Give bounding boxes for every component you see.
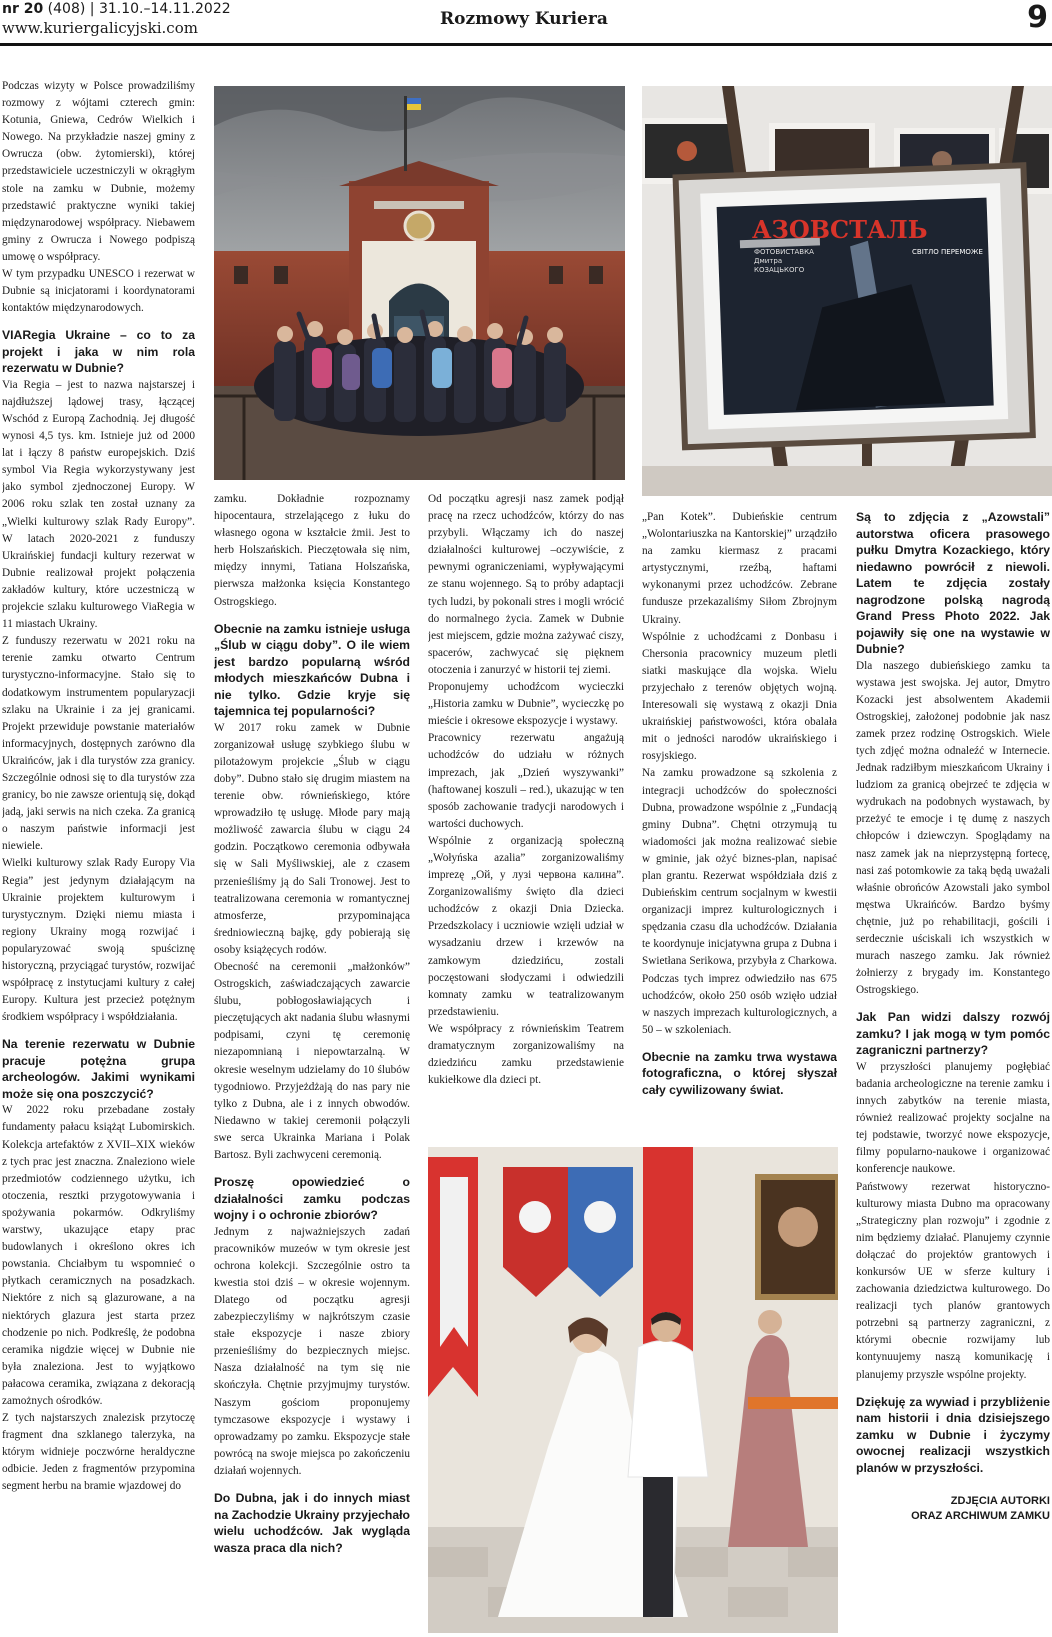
photo-credits bbox=[856, 1494, 1050, 1524]
answer-future: W przyszłości planujemy pogłębiać badania archeologiczne na terenie zamku i innych zabytków na terenie miasta, również realizować projekty socjalne na tej podstawie, tworzyć nowe ekspozycje, filmy popularno-naukowe i organizować konferencje naukowe. bbox=[856, 1060, 1050, 1176]
azovstal-exhibition-photo bbox=[642, 86, 1052, 496]
column-3 bbox=[428, 491, 624, 1141]
wedding-illustration bbox=[428, 1147, 838, 1633]
answer-viaregia-3: Wielki kulturowy szlak Rady Europy Via Regia” jest jedynym działającym na Ukrainie projektem kulturowym i turystycznym. Dzięki niemu miasta i regiony Ukrainy mogą rozwijać i popularyzować swoją spuściznę historyczną, przyciągać turystów, rozwijać współpracę z instytucjami kultury z całej Europy. Kultura jest przecież potężnym środkiem współpracy i współdziałania. bbox=[2, 857, 195, 1024]
website-url: www.kuriergalicyjski.com bbox=[2, 19, 198, 37]
answer-wedding-2: Obecność na ceremonii „małżonków” Ostrogskich, zaświadczających zawarcie ślubu, pobłogosławiających i pieczętujących akt nadania ślubu własnymi podpisami, czyni tę ceremonię niezapomnianą i niepowtarzalną. W okresie weselnym udzielamy do 10 ślubów tygodniowo. Przyjeżdżają do nas pary nie tylko z Dubna, ale i z innych obwodów. Niedawno w takiej ceremonii połączyli swe serca Ukrainka Mariana i Polak Bartosz. Byli zachwyceni ceremonią. bbox=[214, 960, 410, 1161]
question-wedding: Obecnie na zamku istnieje usługa „Ślub w ciągu doby”. O ile wiem jest bardzo popularną wśród młodych mieszkańców Dubna i nie tylko. Gdzie kryje się tajemnica tej popularności? bbox=[214, 621, 410, 719]
castle-group-photo bbox=[214, 86, 625, 480]
question-exhibition: Obecnie na zamku trwa wystawa fotograficzna, o której słyszał cały cywilizowany świat. bbox=[642, 1049, 837, 1097]
column-2 bbox=[214, 491, 410, 1633]
column-1 bbox=[2, 78, 195, 1633]
question-future: Jak Pan widzi dalszy rozwój zamku? I jak mogą w tym pomóc zagraniczni partnerzy? bbox=[856, 1010, 1050, 1058]
answer-war: Jednym z najważniejszych zadań pracowników muzeów w tym okresie jest ochrona kolekcji. Szczególnie ostro ta kwestia stoi dziś – w okresie wojennym. Dlatego od początku agresji zabezpieczyliśmy w najkrótszym czasie stałe ekspozycje i nasze zbiory przenieśliśmy do bezpiecznych miejsc. Nasza działalność na tym się nie skończyła. Chętnie przyjmujmy turystów. Naszym gościom proponujemy tymczasowe ekspozycje i wystawy i oprowadzamy po zamku. Ekspozycje stałe powrócą na swoje miejsca po zakończeniu działań wojennych. bbox=[214, 1225, 410, 1477]
answer-viaregia: Via Regia – jest to nazwa najstarszej i najdłuższej lądowej trasy, łączącej Wschód z Europą Zachodnią. Jej długość wynosi 4,5 tys. km. Istnieje już od 2000 lat i łączy 8 państw europejskich. Dziś symbol Via Regia wykorzystywany jest jako symbol zjednoczonej Europy. W 2006 roku szlak ten został uznany za „Wielki kulturowy szlak Rady Europy”. W latach 2020-2021 z funduszy Ukraińskiej fundacji kultury rezerwat w Dubnie realizował projekt połączenia zakładów kultury, które uczestniczą w projekcie szlaku kulturowego ViaRegia w 11 miastach Ukrainy. bbox=[2, 378, 195, 631]
question-war: Proszę opowiedzieć o działalności zamku podczas wojny i o ochronie zbiorów? bbox=[214, 1175, 410, 1223]
issue-info: nr 20 (408) | 31.10.–14.11.2022 bbox=[2, 1, 231, 17]
page-number: 9 bbox=[1027, 0, 1048, 35]
exhibit-sub3: КОЗАЦЬКОГО bbox=[754, 266, 805, 274]
answer-refugees: Od początku agresji nasz zamek podjął pracę na rzecz uchodźców, którzy do nas przybyli. Włączamy ich do naszej działalności kulturowej –oczywiście, z pewnymi ograniczeniami, wypływającymi ze stanu wojennego. Są to próby adaptacji tych ludzi, by pokonali stres i mogli wrócić do normalnego życia. Zamek w Dubnie jest miejscem, gdzie można zażywać ciszy, spacerów, zachwycać się pięknem otoczenia i zanurzyć w historii tej ziemi. bbox=[428, 493, 624, 676]
answer-exhibition: Dla naszego dubieńskiego zamku ta wystawa jest swojska. Jej autor, Dmytro Kozacki jest absolwentem Akademii Ostrogskiej, założonej podobnie jak nasz zamek przez rodzinę Ostrogskich. Wiele tych zdjęć można odnaleźć w Internecie. Jednak radziłbym mieszkańcom Ukrainy i ludziom za granicą obejrzeć te zdjęcia w wydrukach na podobnych wystawach, by przeżyć te emocje i tę dumę z naszych chłopców i dziewczyn. Spoglądamy na nasz zamek jak na nieprzystępną fortecę, nasi zaś potomkowie za taką będą uważali właśnie obrońców Azowstali jako symbol męstwa Ukraińców. Bardzo byśmy chętnie, już po rehabilitacji, gościli i serdecznie uściskali ich wszystkich w murach naszego zamku. Jak również żołnierzy z brygady im. Konstantego Ostrogskiego. bbox=[856, 659, 1050, 997]
answer-future-2: Państwowy rezerwat historyczno-kulturowy miasta Dubno ma opracowany „Strategiczny plan rozwoju” i zgodnie z nim będziemy działać. Planujemy czynnie dołączać do projektów grantowych i konkursów UE w sferze kultury i zachowania dziedzictwa kulturowego. Do realizacji tych planów grantowych potrzebni są partnerzy zagraniczni, z którymi obecnie rozwijamy lub kontynuujemy naszą komunikację i planujemy przyszłe wspólne projekty. bbox=[856, 1180, 1050, 1381]
exhibition-illustration bbox=[642, 86, 1052, 496]
question-refugees: Do Dubna, jak i do innych miast na Zachodzie Ukrainy przyjechało wielu uchodźców. Jak wygląda wasza praca dla nich? bbox=[214, 1491, 410, 1555]
column-5 bbox=[856, 509, 1050, 1633]
answer-refugees-3: Pracownicy rezerwatu angażują uchodźców do udziału w różnych imprezach, jak „Dzień wyszywanki” (haftowanej koszuli – red.), ukazując w ten sposób zachowanie tradycji narodowych i wartości duchowych. bbox=[428, 732, 624, 830]
answer-archaeology-3: zamku. Dokładnie rozpoznamy hipocentaura, strzelającego z łuku do własnego ogona w kształcie żmii. Jest to herb Holszańskich. Pieczętowała się nim, między innymi, Tatiana Holszańska, pierwsza małżonka księcia Konstantego Ostrogskiego. bbox=[214, 493, 410, 608]
exhibit-sub1: ФОТОВИСТАВКА bbox=[754, 248, 814, 256]
exhibit-tag: СВІТЛО ПЕРЕМОЖЕ bbox=[912, 248, 983, 256]
question-viaregia: VIARegia Ukraine – co to za projekt i jaka w nim rola rezerwatu w Dubnie? bbox=[2, 328, 195, 376]
wedding-photo bbox=[428, 1147, 838, 1633]
credit-line-2: ORAZ ARCHIWUM ZAMKU bbox=[911, 1510, 1050, 1523]
question-archaeology: Na terenie rezerwatu w Dubnie pracuje potężna grupa archeologów. Jakimi wynikami może się ona poszczycić? bbox=[2, 1037, 195, 1101]
answer-wedding: W 2017 roku zamek w Dubnie zorganizował usługę szybkiego ślubu w pilotażowym projekcie „Ślub w ciągu doby”. Dubno stało się drugim miastem na terenie obw. równieńskiego, które wprowadziło tę usługę. Młode pary mają możliwość zawarcia ślubu w ciągu 24 godzin. Początkowo ceremonia odbywała się w Sali Myśliwskiej, ale z czasem przenieśliśmy ją do Sali Tronowej. Jest to teatralizowana ceremonia w romantycznej atmosferze, przypominająca średniowieczną bajkę, gdy pobierają się osoby książęcych rodów. bbox=[214, 721, 410, 956]
castle-group-illustration bbox=[214, 86, 625, 480]
column-4 bbox=[642, 509, 837, 1141]
answer-refugees-2: Proponujemy uchodźcom wycieczki „Historia zamku w Dubnie”, wycieczkę po mieście i okresowe ekspozycje i wystawy. bbox=[428, 681, 624, 728]
answer-archaeology-2: Z tych najstarszych znalezisk przytoczę fragment dna szklanego talerzyka, na którym widnieje poczwórne heraldyczne odbicie. Jeden z fragmentów przypomina segment herbu na bramie wjazdowej do bbox=[2, 1412, 195, 1493]
section-title: Rozmowy Kuriera bbox=[440, 9, 608, 29]
intro-text-2: W tym przypadku UNESCO i rezerwat w Dubnie są inicjatorami i koordynatorami kontaktów międzynarodowych. bbox=[2, 268, 195, 315]
closing-statement: Dziękuję za wywiad i przybliżenie nam historii i dnia dzisiejszego zamku w Dubnie i życzymy owocnej realizacji wszystkich planów w przyszłości. bbox=[856, 1394, 1050, 1475]
exhibit-title: АЗОВСТАЛЬ bbox=[752, 215, 928, 244]
page-header bbox=[0, 0, 1052, 46]
answer-refugees-4: Wspólnie z organizacją społeczną „Wołyńska azalia” zorganizowaliśmy imprezę „Ой, у лузі червона калина”. Zorganizowaliśmy święto dla dzieci uchodźców z okazji Dnia Dziecka. Przedszkolacy i uczniowie wzięli udział w wysadzaniu drzew i krzewów na zamkowym dziedzińcu, zostali poczęstowani słodyczami i odwiedzili komnaty zamku w teatralizowanym przedstawieniu. bbox=[428, 834, 624, 1018]
exhibit-sub2: Дмитра bbox=[754, 257, 783, 265]
answer-refugees-5: We współpracy z równieńskim Teatrem dramatycznym zorganizowaliśmy na dziedzińcu zamku przedstawienie kukiełkowe dla dzieci pt. bbox=[428, 1022, 624, 1087]
answer-refugees-8: Na zamku prowadzone są szkolenia z integracji uchodźców do społeczności Dubna, prowadzone wspólnie z „Fundacją gminy Dubna”. Chętni otrzymują tu wiadomości jak można realizować siebie w gminie, jak ożyć biznes-plan, napisać plan grantu. Rezerwat współdziała dziś z Dubieńskim centrum socjalnym w kwestii organizacji imprez kulturologicznych i spędzania czasu dla uchodźców. Działania te koordynuje inicjatywna grupa z Dubna i Swietłana Serikowa, przybyła z Charkowa. Podczas tych imprez odwiedziło nas 675 uchodźców, około 250 osób wzięło udział w naszych imprezach kulturologicznych, a 50 – w szkoleniach. bbox=[642, 767, 837, 1036]
intro-text: Podczas wizyty w Polsce prowadziliśmy rozmowy z wójtami czterech gmin: Kotunia, Gniewa, Cedrów Wielkich i Nowego. Na przykładzie naszej gminy z Owrucza (obw. żytomierski), której przedstawiciele uczestniczyli w okrągłym stole na zamku w Dubnie, możemy przedstawić praktyczne wyniki takiej międzynarodowej współpracy. Niebawem gminy z Owrucza i Nowego podpiszą umowę o współpracy. bbox=[2, 80, 195, 263]
answer-archaeology: W 2022 roku przebadane zostały fundamenty pałacu książąt Lubomirskich. Kolekcja artefaktów z XVII–XIX wieków z tych prac jest znaczna. Znaleziono wiele przedmiotów codziennego użytku, ich otoczenia, resztki przygotowywania i spożywania pokarmów. Odkryliśmy warstwy, ukazujące etapy prac budowlanych i określono okres ich powstania. Chciałbym tu wspomnieć o płytkach ceramicznych na posadzkach. Niektóre z nich są glazurowane, a na niektórych glazura jest starta przez chodzenie po nich. Podkreślę, że podobna ceramika nigdzie więcej w Dubnie nie była znaleziona. Jest to wyjątkowo pałacowa ceramika, związana z dekoracją zamożnych ośrodków. bbox=[2, 1104, 195, 1407]
answer-refugees-7: Wspólnie z uchodźcami z Donbasu i Chersonia pracownicy muzeum pletli siatki maskujące dla wojska. Wielu przyjechało z terenów objętych wojną. Interesowali się wystawą z okazji Dnia ukraińskiej państwowości, która obalała mit o jedności narodów ukraińskiego i rosyjskiego. bbox=[642, 630, 837, 763]
answer-viaregia-2: Z funduszy rezerwatu w 2021 roku na terenie zamku otwarto Centrum turystyczno-informacyjne. Stało się to dodatkowym instrumentem popularyzacji szlaku na Ukrainie i za jej granicami. Projekt przewiduje powstanie materiałów informacyjnych, dostępnych zarówno dla Ukraińców, jak i dla turystów zza granicy. Szczególnie odnosi się to dla turystów zza granicy, bo nie zawsze orientują się, dokąd jadą, jaki serwis na nich czeka. Za granicą o naszym państwie informacji jest niewiele. bbox=[2, 635, 195, 853]
credit-line-1: ZDJĘCIA AUTORKI bbox=[950, 1495, 1050, 1508]
answer-refugees-6: „Pan Kotek”. Dubieńskie centrum „Wolontariuszka na Kantorskiej” urządziło na zamku kiermasz z pracami artystycznymi, rzeźbą, haftami wykonanymi przez uchodźców. Zebrane fundusze przekazaliśmy Siłom Zbrojnym Ukrainy. bbox=[642, 511, 837, 626]
question-exhibition-cont: Są to zdjęcia z „Azowstali” autorstwa oficera prasowego pułku Dmytra Kozackiego, który niedawno powrócił z niewoli. Latem te zdjęcia zostały nagrodzone polską nagrodą Grand Press Photo 2022. Jak pojawiły się one na wystawie w Dubnie? bbox=[856, 510, 1050, 656]
